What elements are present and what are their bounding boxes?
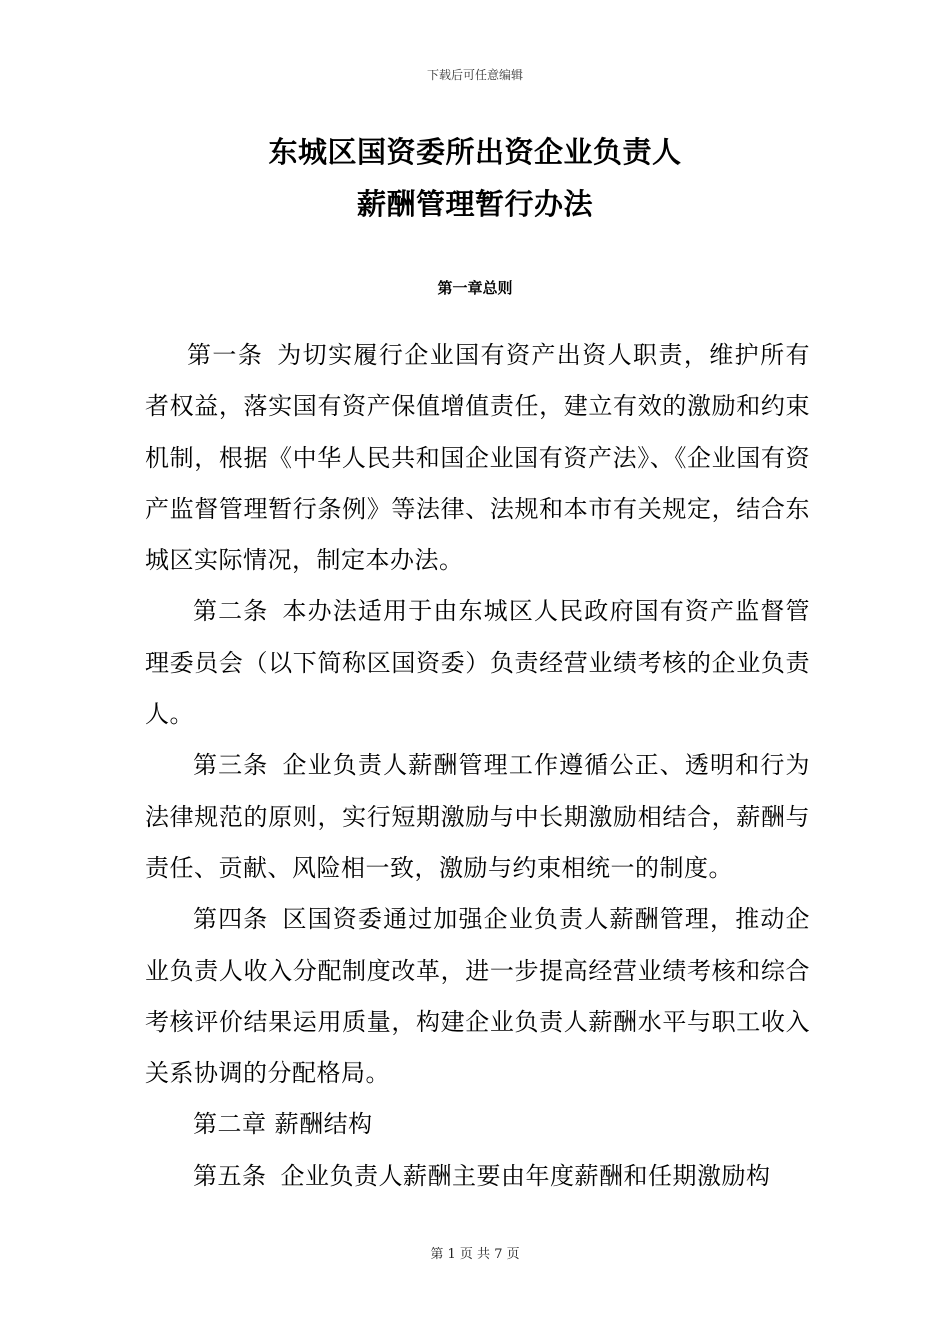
article-label: 第四条 xyxy=(193,905,269,934)
page-number: 第 1 页 共 7 页 xyxy=(430,1247,520,1262)
article-text: 为切实履行企业国有资产出资人职责，维护所有者权益，落实国有资产保值增值责任，建立有效的激励和约束机制，根据《中华人民共和国企业国有资产法》、《企业国有资产监督管理暂行条例》等法律、法规和本市有关规定，结合东城区实际情况，制定本办法。 xyxy=(145,341,811,575)
chapter-heading: 第一章总则 xyxy=(437,279,513,297)
header-note: 下载后可任意编辑 xyxy=(426,68,523,82)
article-label: 第五条 xyxy=(193,1161,267,1190)
article-paragraph xyxy=(145,1151,810,1202)
document-title-line2: 薪酬管理暂行办法 xyxy=(356,187,593,221)
article-paragraph xyxy=(145,894,810,1099)
article-paragraph xyxy=(145,330,810,586)
article-paragraph xyxy=(145,586,810,740)
chapter-subheading: 第二章 薪酬结构 xyxy=(193,1110,373,1139)
document-body xyxy=(145,330,810,1202)
article-text: 区国资委通过加强企业负责人薪酬管理，推动企业负责人收入分配制度改革，进一步提高经营业绩考核和综合考核评价结果运用质量，构建企业负责人薪酬水平与职工收入关系协调的分配格局。 xyxy=(145,905,811,1088)
article-paragraph xyxy=(145,740,810,894)
article-text: 企业负责人薪酬主要由年度薪酬和任期激励构 xyxy=(280,1161,771,1190)
article-text: 企业负责人薪酬管理工作遵循公正、透明和行为法律规范的原则，实行短期激励与中长期激励相结合，薪酬与责任、贡献、风险相一致，激励与约束相统一的制度。 xyxy=(145,751,811,882)
article-text: 本办法适用于由东城区人民政府国有资产监督管理委员会（以下简称区国资委）负责经营业绩考核的企业负责人。 xyxy=(145,597,811,729)
article-label: 第二条 xyxy=(193,597,269,626)
article-label: 第三条 xyxy=(193,751,269,780)
article-label: 第一条 xyxy=(187,341,264,369)
document-title-line1: 东城区国资委所出资企业负责人 xyxy=(268,135,682,169)
